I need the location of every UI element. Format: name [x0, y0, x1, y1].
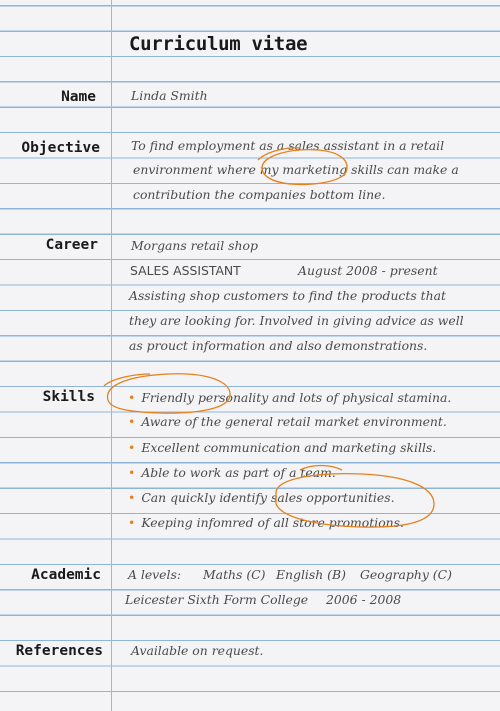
skill-text: Able to work as part of a team.: [141, 465, 336, 480]
school-name: Leicester Sixth Form College: [125, 592, 309, 607]
name-value: Linda Smith: [131, 88, 208, 103]
skill-item: [128, 414, 447, 429]
school-years: 2006 - 2008: [326, 592, 402, 607]
skill-item: [128, 390, 451, 405]
objective-line: environment where my marketing skills can make a: [133, 162, 459, 177]
bullet-icon: •: [128, 465, 136, 480]
objective-label: Objective: [21, 140, 100, 156]
career-company: Morgans retail shop: [131, 238, 258, 253]
career-label: Career: [45, 237, 98, 253]
skill-item: [128, 515, 404, 530]
skill-text: Can quickly identify sales opportunities.: [141, 490, 395, 505]
page-title: Curriculum vitae: [129, 33, 308, 55]
objective-line: To find employment as a sales assistant in a retail: [131, 138, 445, 153]
references-label: References: [15, 643, 103, 659]
career-role: SALES ASSISTANT: [130, 263, 241, 278]
references-value: Available on request.: [131, 643, 264, 658]
bullet-icon: •: [128, 515, 136, 530]
subject-grade: Maths (C): [203, 567, 266, 582]
career-description-line: as prouct information and also demonstrations.: [129, 338, 428, 353]
skill-item: [128, 440, 436, 455]
skills-label: Skills: [42, 389, 95, 405]
skill-text: Aware of the general retail market environment.: [141, 414, 447, 429]
skill-text: Friendly personality and lots of physical stamina.: [141, 390, 452, 405]
career-description-line: Assisting shop customers to find the products that: [129, 288, 446, 303]
bullet-icon: •: [128, 390, 136, 405]
bullet-icon: •: [128, 414, 136, 429]
a-levels-label: A levels:: [128, 567, 182, 582]
subject-grade: Geography (C): [360, 567, 452, 582]
objective-line: contribution the companies bottom line.: [133, 187, 386, 202]
name-label: Name: [61, 89, 96, 105]
skill-text: Excellent communication and marketing skills.: [141, 440, 437, 455]
skill-text: Keeping infomred of all store promotions.: [141, 515, 404, 530]
skill-item: [128, 490, 395, 505]
career-dates: August 2008 - present: [298, 263, 438, 278]
skill-item: [128, 465, 336, 480]
bullet-icon: •: [128, 440, 136, 455]
margin-line: [111, 0, 112, 711]
academic-label: Academic: [31, 567, 101, 583]
career-description-line: they are looking for. Involved in giving advice as well: [129, 313, 464, 328]
subject-grade: English (B): [276, 567, 346, 582]
bullet-icon: •: [128, 490, 136, 505]
